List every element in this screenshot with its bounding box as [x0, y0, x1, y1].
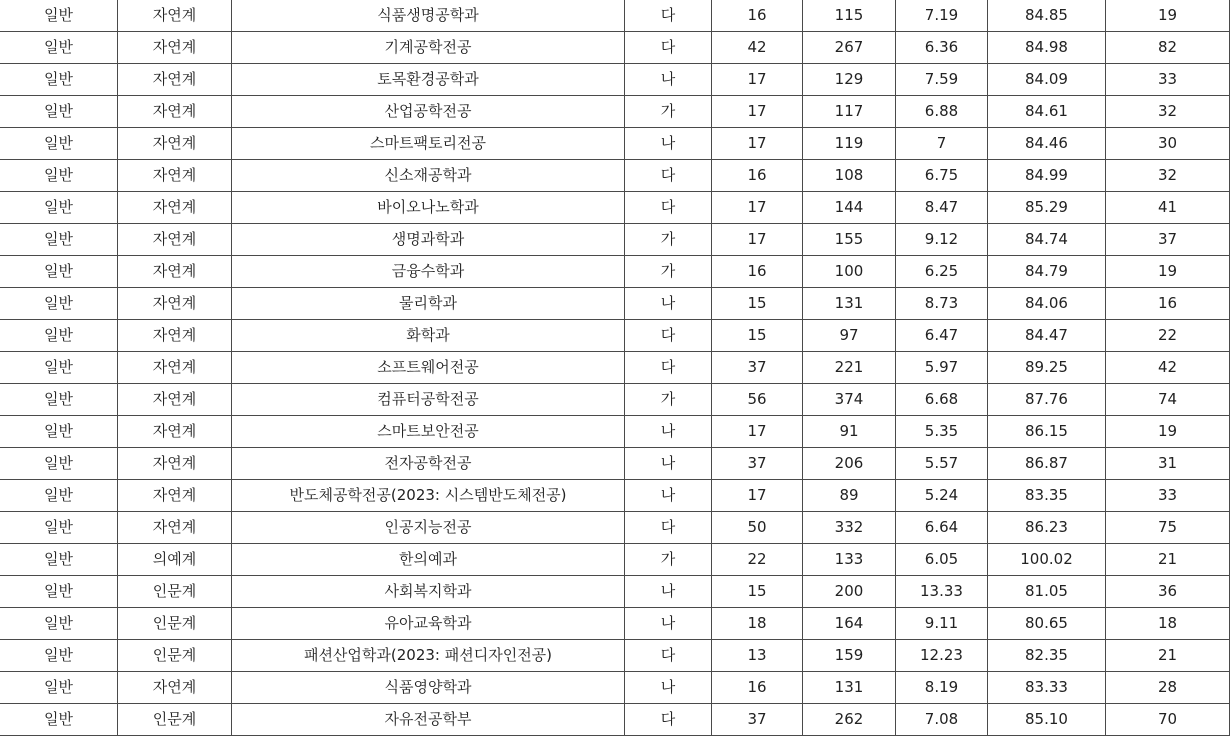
table-row	[0, 672, 1230, 704]
group-cell[interactable]: 나	[625, 608, 712, 640]
type-cell[interactable]: 일반	[0, 704, 118, 736]
group-cell[interactable]: 가	[625, 384, 712, 416]
ratio-cell[interactable]: 7.19	[896, 0, 988, 32]
track-cell[interactable]: 자연계	[118, 64, 232, 96]
quota-cell[interactable]: 37	[712, 352, 803, 384]
quota-cell[interactable]: 16	[712, 672, 803, 704]
ratio-cell[interactable]: 6.75	[896, 160, 988, 192]
rank-cell[interactable]: 19	[1106, 416, 1230, 448]
quota-cell[interactable]: 22	[712, 544, 803, 576]
department-cell[interactable]: 전자공학전공	[232, 448, 625, 480]
group-cell[interactable]: 나	[625, 480, 712, 512]
group-cell[interactable]: 다	[625, 512, 712, 544]
department-cell[interactable]: 토목환경공학과	[232, 64, 625, 96]
table-row	[0, 0, 1230, 32]
applicants-cell[interactable]: 159	[803, 640, 896, 672]
department-cell[interactable]: 반도체공학전공(2023: 시스템반도체전공)	[232, 480, 625, 512]
score-cell[interactable]: 86.15	[988, 416, 1106, 448]
ratio-cell[interactable]: 9.12	[896, 224, 988, 256]
track-cell[interactable]: 인문계	[118, 576, 232, 608]
group-cell[interactable]: 다	[625, 0, 712, 32]
score-cell[interactable]: 83.33	[988, 672, 1106, 704]
ratio-cell[interactable]: 6.05	[896, 544, 988, 576]
table-row	[0, 416, 1230, 448]
track-cell[interactable]: 자연계	[118, 416, 232, 448]
ratio-cell[interactable]: 6.68	[896, 384, 988, 416]
department-cell[interactable]: 기계공학전공	[232, 32, 625, 64]
rank-cell[interactable]: 82	[1106, 32, 1230, 64]
quota-cell[interactable]: 17	[712, 480, 803, 512]
quota-cell[interactable]: 50	[712, 512, 803, 544]
group-cell[interactable]: 가	[625, 224, 712, 256]
applicants-cell[interactable]: 221	[803, 352, 896, 384]
quota-cell[interactable]: 13	[712, 640, 803, 672]
rank-cell[interactable]: 75	[1106, 512, 1230, 544]
ratio-cell[interactable]: 5.57	[896, 448, 988, 480]
type-cell[interactable]: 일반	[0, 32, 118, 64]
applicants-cell[interactable]: 100	[803, 256, 896, 288]
applicants-cell[interactable]: 144	[803, 192, 896, 224]
department-cell[interactable]: 패션산업학과(2023: 패션디자인전공)	[232, 640, 625, 672]
applicants-cell[interactable]: 117	[803, 96, 896, 128]
type-cell[interactable]: 일반	[0, 256, 118, 288]
quota-cell[interactable]: 17	[712, 64, 803, 96]
table-row	[0, 288, 1230, 320]
type-cell[interactable]: 일반	[0, 672, 118, 704]
track-cell[interactable]: 자연계	[118, 0, 232, 32]
track-cell[interactable]: 자연계	[118, 480, 232, 512]
rank-cell[interactable]: 36	[1106, 576, 1230, 608]
score-cell[interactable]: 86.23	[988, 512, 1106, 544]
type-cell[interactable]: 일반	[0, 480, 118, 512]
score-cell[interactable]: 85.29	[988, 192, 1106, 224]
quota-cell[interactable]: 42	[712, 32, 803, 64]
table-row	[0, 224, 1230, 256]
quota-cell[interactable]: 56	[712, 384, 803, 416]
group-cell[interactable]: 다	[625, 352, 712, 384]
rank-cell[interactable]: 32	[1106, 96, 1230, 128]
group-cell[interactable]: 다	[625, 32, 712, 64]
ratio-cell[interactable]: 9.11	[896, 608, 988, 640]
department-cell[interactable]: 물리학과	[232, 288, 625, 320]
group-cell[interactable]: 나	[625, 128, 712, 160]
ratio-cell[interactable]: 13.33	[896, 576, 988, 608]
applicants-cell[interactable]: 155	[803, 224, 896, 256]
rank-cell[interactable]: 21	[1106, 544, 1230, 576]
ratio-cell[interactable]: 7	[896, 128, 988, 160]
group-cell[interactable]: 나	[625, 64, 712, 96]
rank-cell[interactable]: 19	[1106, 0, 1230, 32]
quota-cell[interactable]: 17	[712, 224, 803, 256]
type-cell[interactable]: 일반	[0, 288, 118, 320]
quota-cell[interactable]: 15	[712, 320, 803, 352]
quota-cell[interactable]: 17	[712, 416, 803, 448]
applicants-cell[interactable]: 97	[803, 320, 896, 352]
table-row	[0, 640, 1230, 672]
table-row	[0, 64, 1230, 96]
rank-cell[interactable]: 33	[1106, 480, 1230, 512]
track-cell[interactable]: 자연계	[118, 320, 232, 352]
ratio-cell[interactable]: 8.73	[896, 288, 988, 320]
track-cell[interactable]: 인문계	[118, 608, 232, 640]
score-cell[interactable]: 80.65	[988, 608, 1106, 640]
rank-cell[interactable]: 70	[1106, 704, 1230, 736]
department-cell[interactable]: 인공지능전공	[232, 512, 625, 544]
type-cell[interactable]: 일반	[0, 96, 118, 128]
group-cell[interactable]: 다	[625, 192, 712, 224]
ratio-cell[interactable]: 6.88	[896, 96, 988, 128]
track-cell[interactable]: 자연계	[118, 448, 232, 480]
table-row	[0, 192, 1230, 224]
applicants-cell[interactable]: 332	[803, 512, 896, 544]
ratio-cell[interactable]: 7.59	[896, 64, 988, 96]
group-cell[interactable]: 가	[625, 256, 712, 288]
quota-cell[interactable]: 17	[712, 96, 803, 128]
quota-cell[interactable]: 16	[712, 160, 803, 192]
applicants-cell[interactable]: 262	[803, 704, 896, 736]
department-cell[interactable]: 신소재공학과	[232, 160, 625, 192]
department-cell[interactable]: 소프트웨어전공	[232, 352, 625, 384]
track-cell[interactable]: 자연계	[118, 192, 232, 224]
track-cell[interactable]: 자연계	[118, 256, 232, 288]
ratio-cell[interactable]: 12.23	[896, 640, 988, 672]
table-row	[0, 704, 1230, 736]
type-cell[interactable]: 일반	[0, 608, 118, 640]
rank-cell[interactable]: 37	[1106, 224, 1230, 256]
department-cell[interactable]: 식품영양학과	[232, 672, 625, 704]
department-cell[interactable]: 생명과학과	[232, 224, 625, 256]
score-cell[interactable]: 83.35	[988, 480, 1106, 512]
score-cell[interactable]: 89.25	[988, 352, 1106, 384]
type-cell[interactable]: 일반	[0, 544, 118, 576]
score-cell[interactable]: 81.05	[988, 576, 1106, 608]
score-cell[interactable]: 84.09	[988, 64, 1106, 96]
table-row	[0, 608, 1230, 640]
applicants-cell[interactable]: 200	[803, 576, 896, 608]
applicants-cell[interactable]: 129	[803, 64, 896, 96]
group-cell[interactable]: 다	[625, 640, 712, 672]
applicants-cell[interactable]: 91	[803, 416, 896, 448]
department-cell[interactable]: 컴퓨터공학전공	[232, 384, 625, 416]
track-cell[interactable]: 자연계	[118, 32, 232, 64]
score-cell[interactable]: 100.02	[988, 544, 1106, 576]
ratio-cell[interactable]: 6.47	[896, 320, 988, 352]
group-cell[interactable]: 나	[625, 672, 712, 704]
type-cell[interactable]: 일반	[0, 448, 118, 480]
rank-cell[interactable]: 32	[1106, 160, 1230, 192]
applicants-cell[interactable]: 267	[803, 32, 896, 64]
rank-cell[interactable]: 18	[1106, 608, 1230, 640]
score-cell[interactable]: 84.74	[988, 224, 1106, 256]
department-cell[interactable]: 금융수학과	[232, 256, 625, 288]
department-cell[interactable]: 스마트보안전공	[232, 416, 625, 448]
department-cell[interactable]: 산업공학전공	[232, 96, 625, 128]
track-cell[interactable]: 자연계	[118, 288, 232, 320]
quota-cell[interactable]: 17	[712, 192, 803, 224]
table-row	[0, 544, 1230, 576]
score-cell[interactable]: 82.35	[988, 640, 1106, 672]
department-cell[interactable]: 유아교육학과	[232, 608, 625, 640]
table-row	[0, 128, 1230, 160]
type-cell[interactable]: 일반	[0, 160, 118, 192]
applicants-cell[interactable]: 108	[803, 160, 896, 192]
track-cell[interactable]: 자연계	[118, 384, 232, 416]
group-cell[interactable]: 나	[625, 576, 712, 608]
group-cell[interactable]: 다	[625, 160, 712, 192]
table-row	[0, 96, 1230, 128]
applicants-cell[interactable]: 374	[803, 384, 896, 416]
applicants-cell[interactable]: 164	[803, 608, 896, 640]
quota-cell[interactable]: 15	[712, 288, 803, 320]
department-cell[interactable]: 자유전공학부	[232, 704, 625, 736]
rank-cell[interactable]: 31	[1106, 448, 1230, 480]
ratio-cell[interactable]: 8.19	[896, 672, 988, 704]
type-cell[interactable]: 일반	[0, 320, 118, 352]
table-row	[0, 448, 1230, 480]
rank-cell[interactable]: 41	[1106, 192, 1230, 224]
group-cell[interactable]: 나	[625, 416, 712, 448]
ratio-cell[interactable]: 7.08	[896, 704, 988, 736]
department-cell[interactable]: 바이오나노학과	[232, 192, 625, 224]
table-row	[0, 480, 1230, 512]
type-cell[interactable]: 일반	[0, 192, 118, 224]
track-cell[interactable]: 자연계	[118, 352, 232, 384]
group-cell[interactable]: 나	[625, 288, 712, 320]
type-cell[interactable]: 일반	[0, 384, 118, 416]
ratio-cell[interactable]: 6.64	[896, 512, 988, 544]
quota-cell[interactable]: 37	[712, 448, 803, 480]
track-cell[interactable]: 의예계	[118, 544, 232, 576]
quota-cell[interactable]: 16	[712, 256, 803, 288]
rank-cell[interactable]: 42	[1106, 352, 1230, 384]
table-row	[0, 320, 1230, 352]
quota-cell[interactable]: 17	[712, 128, 803, 160]
rank-cell[interactable]: 22	[1106, 320, 1230, 352]
ratio-cell[interactable]: 6.36	[896, 32, 988, 64]
rank-cell[interactable]: 30	[1106, 128, 1230, 160]
score-cell[interactable]: 87.76	[988, 384, 1106, 416]
applicants-cell[interactable]: 133	[803, 544, 896, 576]
department-cell[interactable]: 식품생명공학과	[232, 0, 625, 32]
type-cell[interactable]: 일반	[0, 128, 118, 160]
track-cell[interactable]: 자연계	[118, 128, 232, 160]
applicants-cell[interactable]: 115	[803, 0, 896, 32]
track-cell[interactable]: 자연계	[118, 672, 232, 704]
table-row	[0, 512, 1230, 544]
department-cell[interactable]: 사회복지학과	[232, 576, 625, 608]
group-cell[interactable]: 가	[625, 96, 712, 128]
table-row	[0, 352, 1230, 384]
score-cell[interactable]: 84.61	[988, 96, 1106, 128]
type-cell[interactable]: 일반	[0, 352, 118, 384]
quota-cell[interactable]: 18	[712, 608, 803, 640]
type-cell[interactable]: 일반	[0, 64, 118, 96]
rank-cell[interactable]: 19	[1106, 256, 1230, 288]
track-cell[interactable]: 자연계	[118, 224, 232, 256]
type-cell[interactable]: 일반	[0, 224, 118, 256]
type-cell[interactable]: 일반	[0, 0, 118, 32]
score-cell[interactable]: 84.47	[988, 320, 1106, 352]
rank-cell[interactable]: 74	[1106, 384, 1230, 416]
quota-cell[interactable]: 16	[712, 0, 803, 32]
ratio-cell[interactable]: 6.25	[896, 256, 988, 288]
score-cell[interactable]: 86.87	[988, 448, 1106, 480]
table-row	[0, 160, 1230, 192]
rank-cell[interactable]: 33	[1106, 64, 1230, 96]
applicants-cell[interactable]: 131	[803, 672, 896, 704]
score-cell[interactable]: 84.98	[988, 32, 1106, 64]
track-cell[interactable]: 자연계	[118, 160, 232, 192]
applicants-cell[interactable]: 89	[803, 480, 896, 512]
rank-cell[interactable]: 28	[1106, 672, 1230, 704]
type-cell[interactable]: 일반	[0, 640, 118, 672]
group-cell[interactable]: 가	[625, 544, 712, 576]
applicants-cell[interactable]: 119	[803, 128, 896, 160]
score-cell[interactable]: 84.99	[988, 160, 1106, 192]
type-cell[interactable]: 일반	[0, 416, 118, 448]
applicants-cell[interactable]: 206	[803, 448, 896, 480]
score-cell[interactable]: 85.10	[988, 704, 1106, 736]
table-row	[0, 32, 1230, 64]
track-cell[interactable]: 인문계	[118, 704, 232, 736]
table-row	[0, 576, 1230, 608]
track-cell[interactable]: 자연계	[118, 96, 232, 128]
group-cell[interactable]: 다	[625, 320, 712, 352]
track-cell[interactable]: 자연계	[118, 512, 232, 544]
department-cell[interactable]: 화학과	[232, 320, 625, 352]
department-cell[interactable]: 한의예과	[232, 544, 625, 576]
department-cell[interactable]: 스마트팩토리전공	[232, 128, 625, 160]
ratio-cell[interactable]: 5.24	[896, 480, 988, 512]
rank-cell[interactable]: 21	[1106, 640, 1230, 672]
score-cell[interactable]: 84.06	[988, 288, 1106, 320]
quota-cell[interactable]: 37	[712, 704, 803, 736]
type-cell[interactable]: 일반	[0, 576, 118, 608]
track-cell[interactable]: 인문계	[118, 640, 232, 672]
group-cell[interactable]: 나	[625, 448, 712, 480]
ratio-cell[interactable]: 5.97	[896, 352, 988, 384]
score-cell[interactable]: 84.85	[988, 0, 1106, 32]
score-cell[interactable]: 84.46	[988, 128, 1106, 160]
rank-cell[interactable]: 16	[1106, 288, 1230, 320]
group-cell[interactable]: 다	[625, 704, 712, 736]
quota-cell[interactable]: 15	[712, 576, 803, 608]
table-row	[0, 384, 1230, 416]
type-cell[interactable]: 일반	[0, 512, 118, 544]
applicants-cell[interactable]: 131	[803, 288, 896, 320]
ratio-cell[interactable]: 8.47	[896, 192, 988, 224]
table-row	[0, 256, 1230, 288]
ratio-cell[interactable]: 5.35	[896, 416, 988, 448]
score-cell[interactable]: 84.79	[988, 256, 1106, 288]
